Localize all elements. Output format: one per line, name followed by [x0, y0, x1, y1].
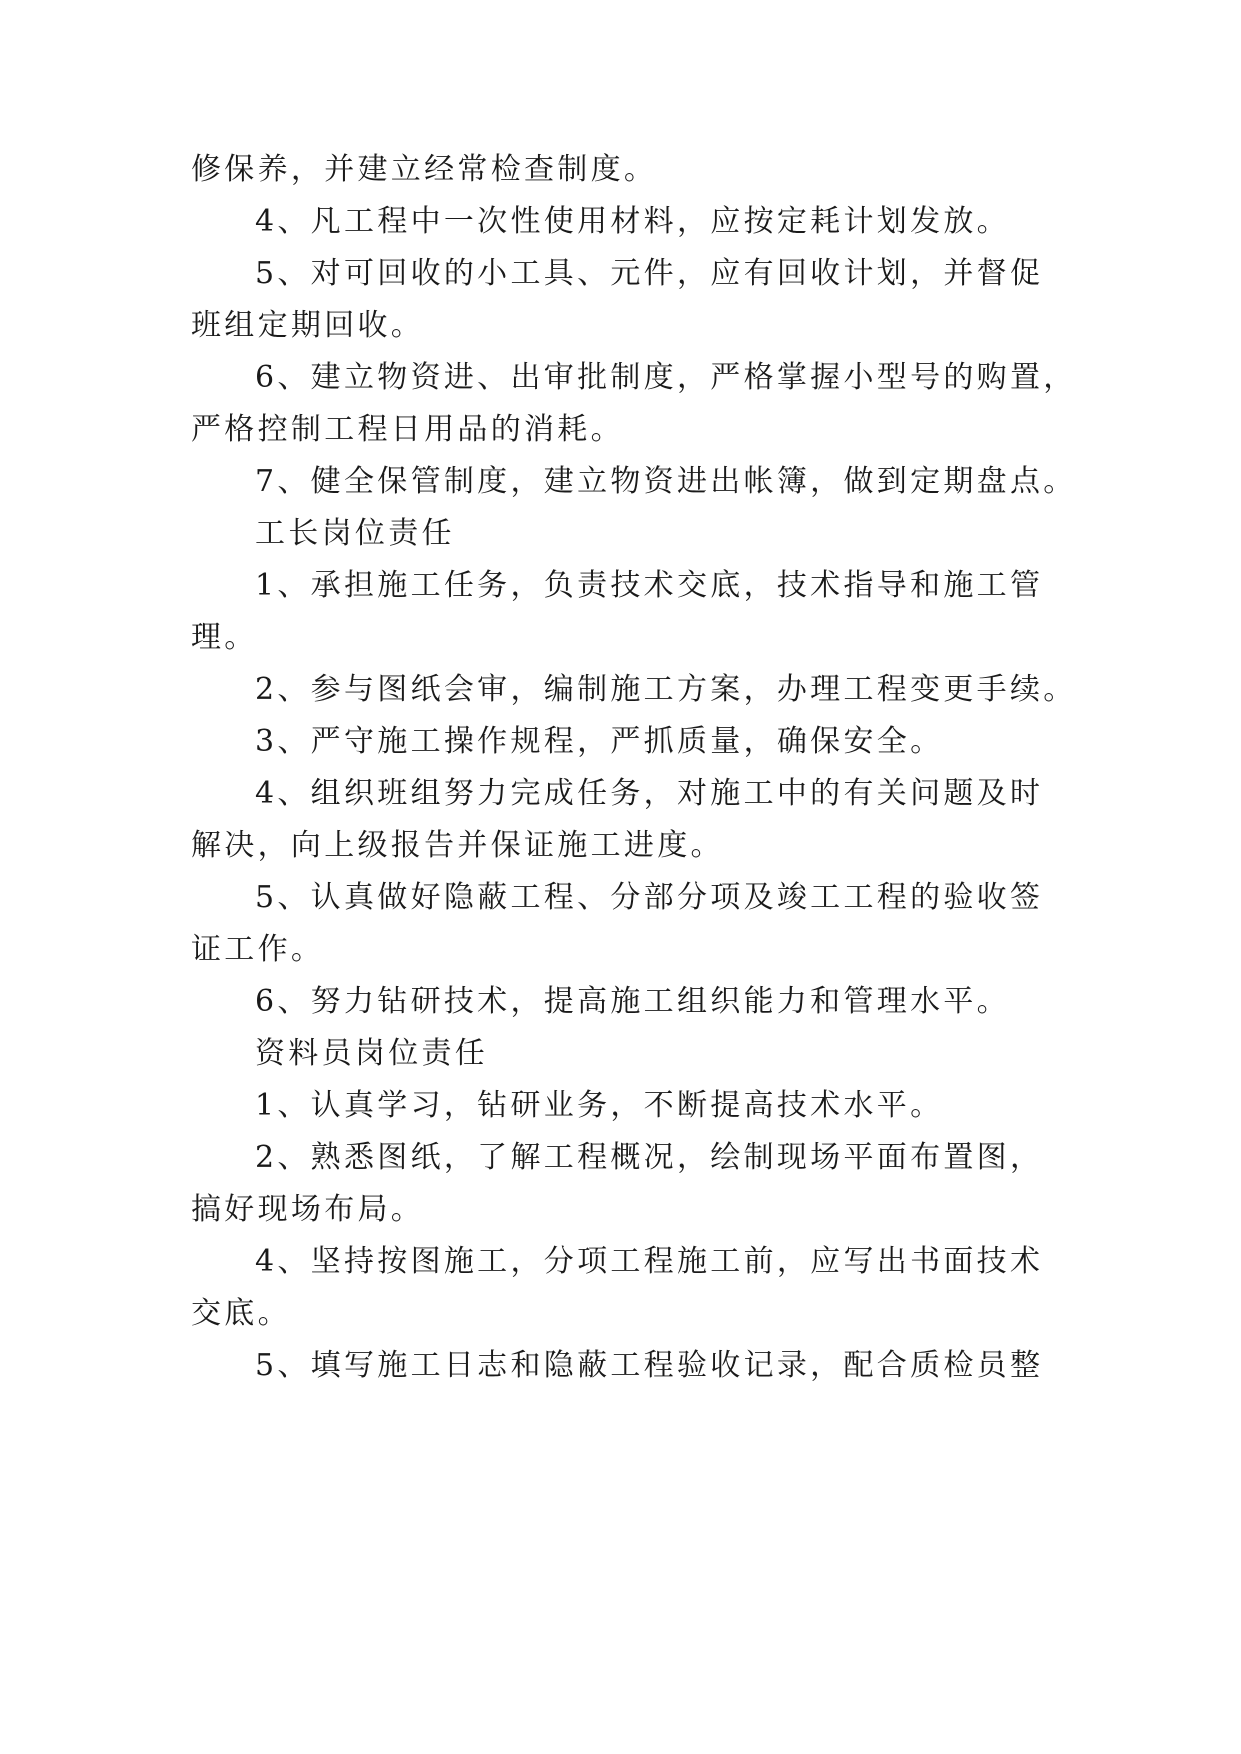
text-line: 2、参与图纸会审，编制施工方案，办理工程变更手续。 [255, 672, 1077, 707]
text-line: 证工作。 [191, 932, 325, 967]
text-line: 搞好现场布局。 [191, 1192, 425, 1227]
text-line: 严格控制工程日用品的消耗。 [191, 412, 624, 447]
text-line: 交底。 [191, 1296, 291, 1331]
text-line: 班组定期回收。 [191, 308, 425, 343]
text-line: 2、熟悉图纸，了解工程概况，绘制现场平面布置图， [255, 1140, 1044, 1175]
text-line: 解决，向上级报告并保证施工进度。 [191, 828, 724, 863]
text-line: 4、组织班组努力完成任务，对施工中的有关问题及时 [255, 776, 1044, 811]
text-line: 5、认真做好隐蔽工程、分部分项及竣工工程的验收签 [255, 880, 1044, 915]
text-line: 6、建立物资进、出审批制度，严格掌握小型号的购置， [255, 360, 1077, 395]
text-line: 5、对可回收的小工具、元件，应有回收计划，并督促 [255, 256, 1044, 291]
text-line: 7、健全保管制度，建立物资进出帐簿，做到定期盘点。 [255, 464, 1077, 499]
text-line: 修保养，并建立经常检查制度。 [191, 152, 658, 187]
section-heading: 资料员岗位责任 [255, 1036, 489, 1071]
text-line: 5、填写施工日志和隐蔽工程验收记录，配合质检员整 [255, 1348, 1044, 1383]
text-line: 1、承担施工任务，负责技术交底，技术指导和施工管 [255, 568, 1044, 603]
text-line: 1、认真学习，钻研业务，不断提高技术水平。 [255, 1088, 944, 1123]
text-line: 6、努力钻研技术，提高施工组织能力和管理水平。 [255, 984, 1010, 1019]
text-line: 4、坚持按图施工，分项工程施工前，应写出书面技术 [255, 1244, 1044, 1279]
text-line: 4、凡工程中一次性使用材料，应按定耗计划发放。 [255, 204, 1010, 239]
text-line: 3、严守施工操作规程，严抓质量，确保安全。 [255, 724, 944, 759]
text-line: 理。 [191, 620, 258, 655]
section-heading: 工长岗位责任 [255, 516, 455, 551]
